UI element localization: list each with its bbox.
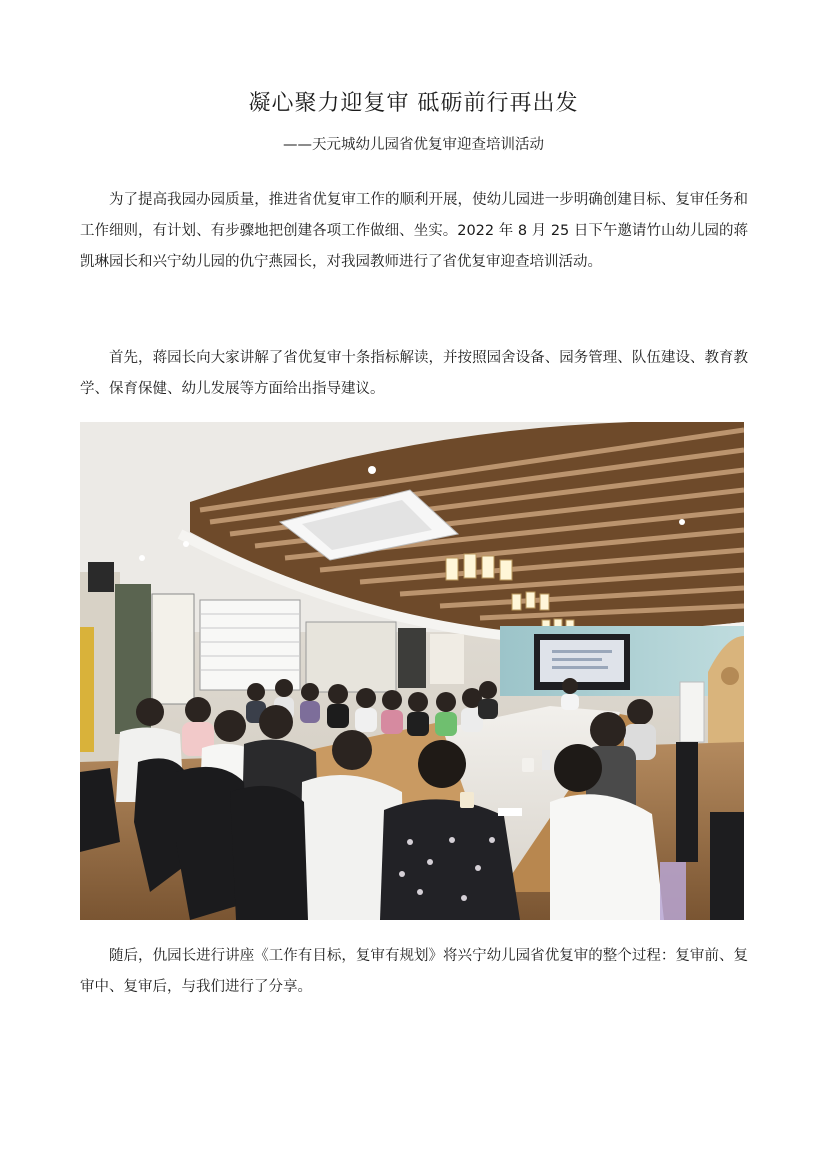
- training-meeting-photo: [80, 422, 744, 920]
- paragraph-first-speaker: 首先，蒋园长向大家讲解了省优复审十条指标解读，并按照园舍设备、园务管理、队伍建设、教育教学、保育保健、幼儿发展等方面给出指导建议。: [80, 350, 748, 397]
- paragraph-second-speaker: 随后，仇园长进行讲座《工作有目标，复审有规划》将兴宁幼儿园省优复审的整个过程：复审前、复审中、复审后，与我们进行了分享。: [80, 948, 748, 995]
- paragraph-intro: 为了提高我园办园质量，推进省优复审工作的顺利开展，使幼儿园进一步明确创建目标、复审任务和工作细则，有计划、有步骤地把创建各项工作做细、坐实。2022 年 8 月 25 日下午邀请竹山幼儿园的蒋凯琳园长和兴宁幼儿园的仇宁燕园长，对我园教师进行了省优复审迎查培训活动。: [80, 192, 748, 270]
- document-title: 凝心聚力迎复审 砥砺前行再出发: [248, 91, 579, 116]
- document-subtitle: ——天元城幼儿园省优复审迎查培训活动: [283, 137, 544, 153]
